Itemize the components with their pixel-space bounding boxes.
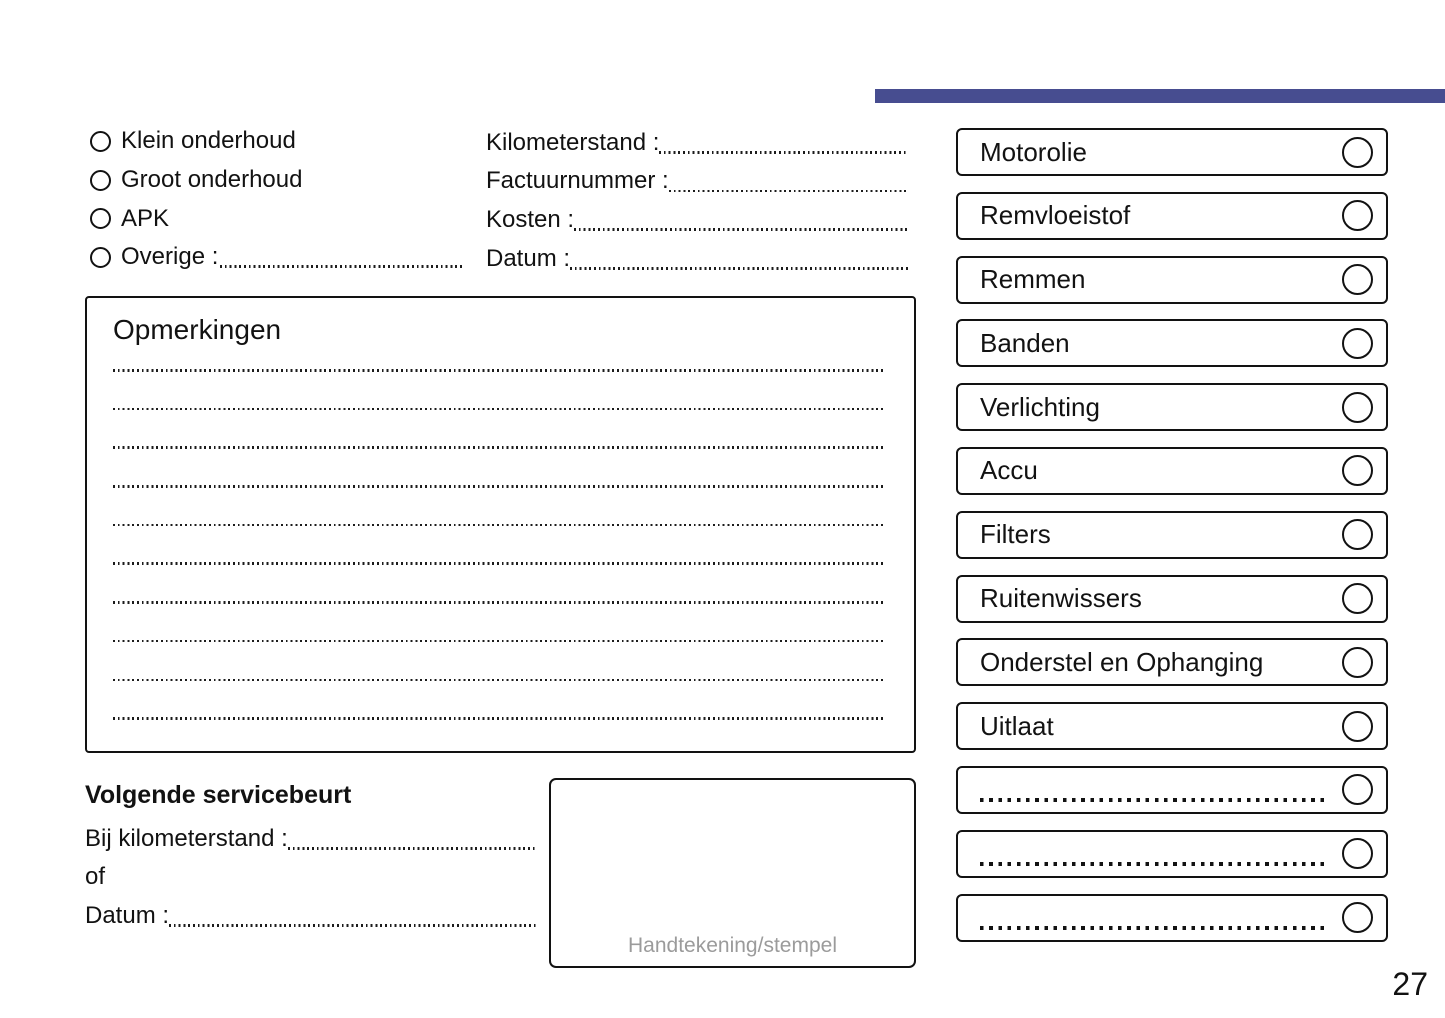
check-circle[interactable] bbox=[1342, 711, 1373, 742]
service-type-row-groot-onderhoud bbox=[90, 161, 462, 200]
remarks-line bbox=[113, 485, 886, 488]
checklist-row-banden bbox=[956, 319, 1388, 367]
field-row-kosten bbox=[486, 199, 908, 238]
checklist-item-label: Banden bbox=[980, 327, 1070, 358]
kilometerstand-write-in-line[interactable] bbox=[659, 151, 908, 154]
radio-overige[interactable] bbox=[90, 247, 111, 268]
remarks-line bbox=[113, 717, 886, 720]
checklist-item-label: Accu bbox=[980, 455, 1038, 486]
checklist-row-blank-1 bbox=[956, 766, 1388, 814]
datum-write-in-line[interactable] bbox=[570, 267, 908, 270]
remarks-title: Opmerkingen bbox=[113, 314, 282, 345]
check-circle[interactable] bbox=[1342, 838, 1373, 869]
checklist-row-ruitenwissers bbox=[956, 575, 1388, 623]
remarks-write-in-area[interactable] bbox=[113, 369, 886, 756]
checklist-row-remvloeistof bbox=[956, 192, 1388, 240]
radio-label: APK bbox=[121, 204, 170, 232]
checklist-row-onderstel-en-ophanging bbox=[956, 638, 1388, 686]
check-circle[interactable] bbox=[1342, 392, 1373, 423]
remarks-box bbox=[85, 296, 916, 753]
blank-item-write-in-line[interactable] bbox=[980, 798, 1324, 802]
checklist-row-motorolie bbox=[956, 128, 1388, 176]
check-circle[interactable] bbox=[1342, 583, 1373, 614]
service-type-row-apk bbox=[90, 199, 462, 238]
ns-label: Bij kilometerstand : bbox=[85, 824, 288, 852]
checklist-item-label: Uitlaat bbox=[980, 710, 1054, 741]
checklist-row-accu bbox=[956, 447, 1388, 495]
checklist-row-blank-2 bbox=[956, 830, 1388, 878]
header-accent-bar bbox=[875, 89, 1445, 103]
radio-klein-onderhoud[interactable] bbox=[90, 131, 111, 152]
checklist-item-label: Onderstel en Ophanging bbox=[980, 646, 1264, 677]
check-circle[interactable] bbox=[1342, 137, 1373, 168]
check-circle[interactable] bbox=[1342, 519, 1373, 550]
next-kilometerstand-write-in-line[interactable] bbox=[288, 847, 537, 850]
next-service-title: Volgende servicebeurt bbox=[85, 781, 352, 809]
next-service-row-of bbox=[85, 857, 537, 896]
field-row-kilometerstand bbox=[486, 122, 908, 161]
radio-apk[interactable] bbox=[90, 208, 111, 229]
remarks-line bbox=[113, 562, 886, 565]
check-circle[interactable] bbox=[1342, 328, 1373, 359]
remarks-line bbox=[113, 408, 886, 411]
factuurnummer-write-in-line[interactable] bbox=[669, 190, 908, 193]
blank-item-write-in-line[interactable] bbox=[980, 926, 1324, 930]
checklist-row-verlichting bbox=[956, 383, 1388, 431]
checklist-item-label: Remmen bbox=[980, 264, 1086, 295]
checklist-row-blank-3 bbox=[956, 894, 1388, 942]
service-details-group bbox=[486, 122, 908, 277]
checklist-item-label: Verlichting bbox=[980, 391, 1100, 422]
radio-groot-onderhoud[interactable] bbox=[90, 170, 111, 191]
signature-caption: Handtekening/stempel bbox=[628, 934, 837, 957]
remarks-line bbox=[113, 679, 886, 682]
service-type-row-overige bbox=[90, 238, 462, 277]
checklist-item-label: Ruitenwissers bbox=[980, 583, 1142, 614]
field-row-datum bbox=[486, 238, 908, 277]
check-circle[interactable] bbox=[1342, 902, 1373, 933]
radio-label: Groot onderhoud bbox=[121, 166, 303, 194]
check-circle[interactable] bbox=[1342, 200, 1373, 231]
checklist-item-label: Filters bbox=[980, 519, 1051, 550]
kosten-write-in-line[interactable] bbox=[574, 228, 908, 231]
remarks-line bbox=[113, 524, 886, 527]
field-label: Datum : bbox=[486, 244, 571, 272]
next-service-section bbox=[85, 781, 537, 934]
service-type-group bbox=[90, 122, 462, 277]
service-type-row-klein-onderhoud bbox=[90, 122, 462, 161]
overige-write-in-line[interactable] bbox=[220, 265, 462, 268]
check-circle[interactable] bbox=[1342, 774, 1373, 805]
checklist-row-uitlaat bbox=[956, 702, 1388, 750]
next-datum-write-in-line[interactable] bbox=[169, 924, 537, 927]
field-label: Kosten : bbox=[486, 205, 575, 233]
checklist-item-label: Remvloeistof bbox=[980, 200, 1131, 231]
remarks-line bbox=[113, 446, 886, 449]
remarks-line bbox=[113, 369, 886, 372]
field-label: Factuurnummer : bbox=[486, 167, 669, 195]
next-service-row-datum bbox=[85, 895, 537, 934]
field-row-factuurnummer bbox=[486, 161, 908, 200]
remarks-line bbox=[113, 601, 886, 604]
remarks-line bbox=[113, 640, 886, 643]
radio-label: Overige : bbox=[121, 243, 219, 271]
radio-label: Klein onderhoud bbox=[121, 127, 296, 155]
ns-label: of bbox=[85, 863, 106, 891]
check-circle[interactable] bbox=[1342, 455, 1373, 486]
next-service-row-kilometerstand bbox=[85, 818, 537, 857]
ns-label: Datum : bbox=[85, 901, 170, 929]
page-number: 27 bbox=[1392, 966, 1428, 1002]
check-circle[interactable] bbox=[1342, 647, 1373, 678]
field-label: Kilometerstand : bbox=[486, 128, 660, 156]
checklist-row-filters bbox=[956, 511, 1388, 559]
blank-item-write-in-line[interactable] bbox=[980, 862, 1324, 866]
checklist-row-remmen bbox=[956, 256, 1388, 304]
checklist-item-label: Motorolie bbox=[980, 136, 1087, 167]
signature-box[interactable] bbox=[549, 778, 916, 968]
check-circle[interactable] bbox=[1342, 264, 1373, 295]
checklist bbox=[956, 128, 1388, 957]
